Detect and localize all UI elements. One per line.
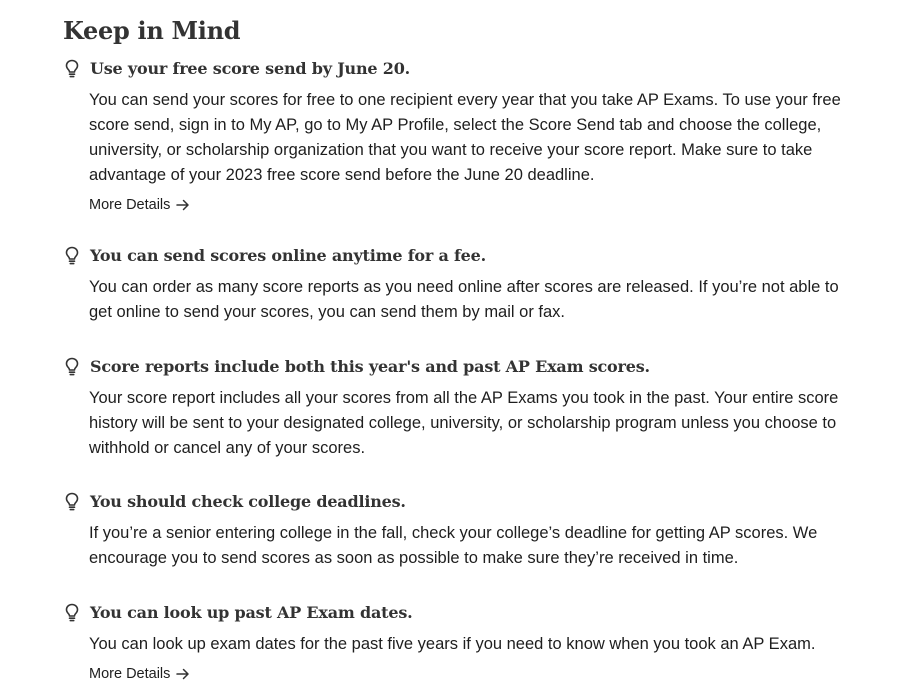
tip-body: Your score report includes all your scores from all the AP Exams you took in the past. Your entire score history will be sent to your designated college, university, or scholarship program unless you choose to withhold or cancel any of your scores. (89, 389, 839, 457)
tip-past-exam-dates (63, 603, 863, 691)
tip-body: You can look up exam dates for the past five years if you need to know when you took an AP Exam. (89, 635, 816, 653)
arrow-right-icon (176, 668, 190, 680)
tip-body: You can order as many score reports as you need online after scores are released. If you’re not able to get online to send your scores, you can send them by mail or fax. (89, 278, 839, 321)
tip-free-score-send (63, 59, 863, 219)
tip-title: You can look up past AP Exam dates. (90, 603, 413, 622)
tip-send-scores-online (63, 246, 863, 326)
tip-title: You can send scores online anytime for a fee. (90, 246, 487, 265)
more-details-label: More Details (89, 666, 171, 682)
tip-body: You can send your scores for free to one recipient every year that you take AP Exams. To use your free score send, sign in to My AP, go to My AP Profile, select the Score Send tab and choose the college, university, or scholarship organization that you want to receive your score report. Make sure to take advantage of your 2023 free score send before the June 20 deadline. (89, 91, 841, 184)
lightbulb-icon (63, 603, 81, 623)
arrow-right-icon (176, 199, 190, 211)
lightbulb-icon (63, 246, 81, 266)
tip-body: If you’re a senior entering college in the fall, check your college’s deadline for getting AP scores. We encourage you to send scores as soon as possible to make sure they’re received in time. (89, 524, 818, 567)
tip-title: You should check college deadlines. (90, 492, 406, 511)
tip-title: Use your free score send by June 20. (90, 59, 411, 78)
tip-college-deadlines (63, 492, 863, 572)
lightbulb-icon (63, 492, 81, 512)
tip-score-reports-history (63, 357, 863, 462)
more-details-label: More Details (89, 197, 171, 213)
more-details-link[interactable] (89, 665, 190, 683)
section-heading: Keep in Mind (63, 16, 241, 45)
more-details-link[interactable] (89, 196, 190, 214)
tip-title: Score reports include both this year's and past AP Exam scores. (90, 357, 650, 376)
lightbulb-icon (63, 357, 81, 377)
lightbulb-icon (63, 59, 81, 79)
